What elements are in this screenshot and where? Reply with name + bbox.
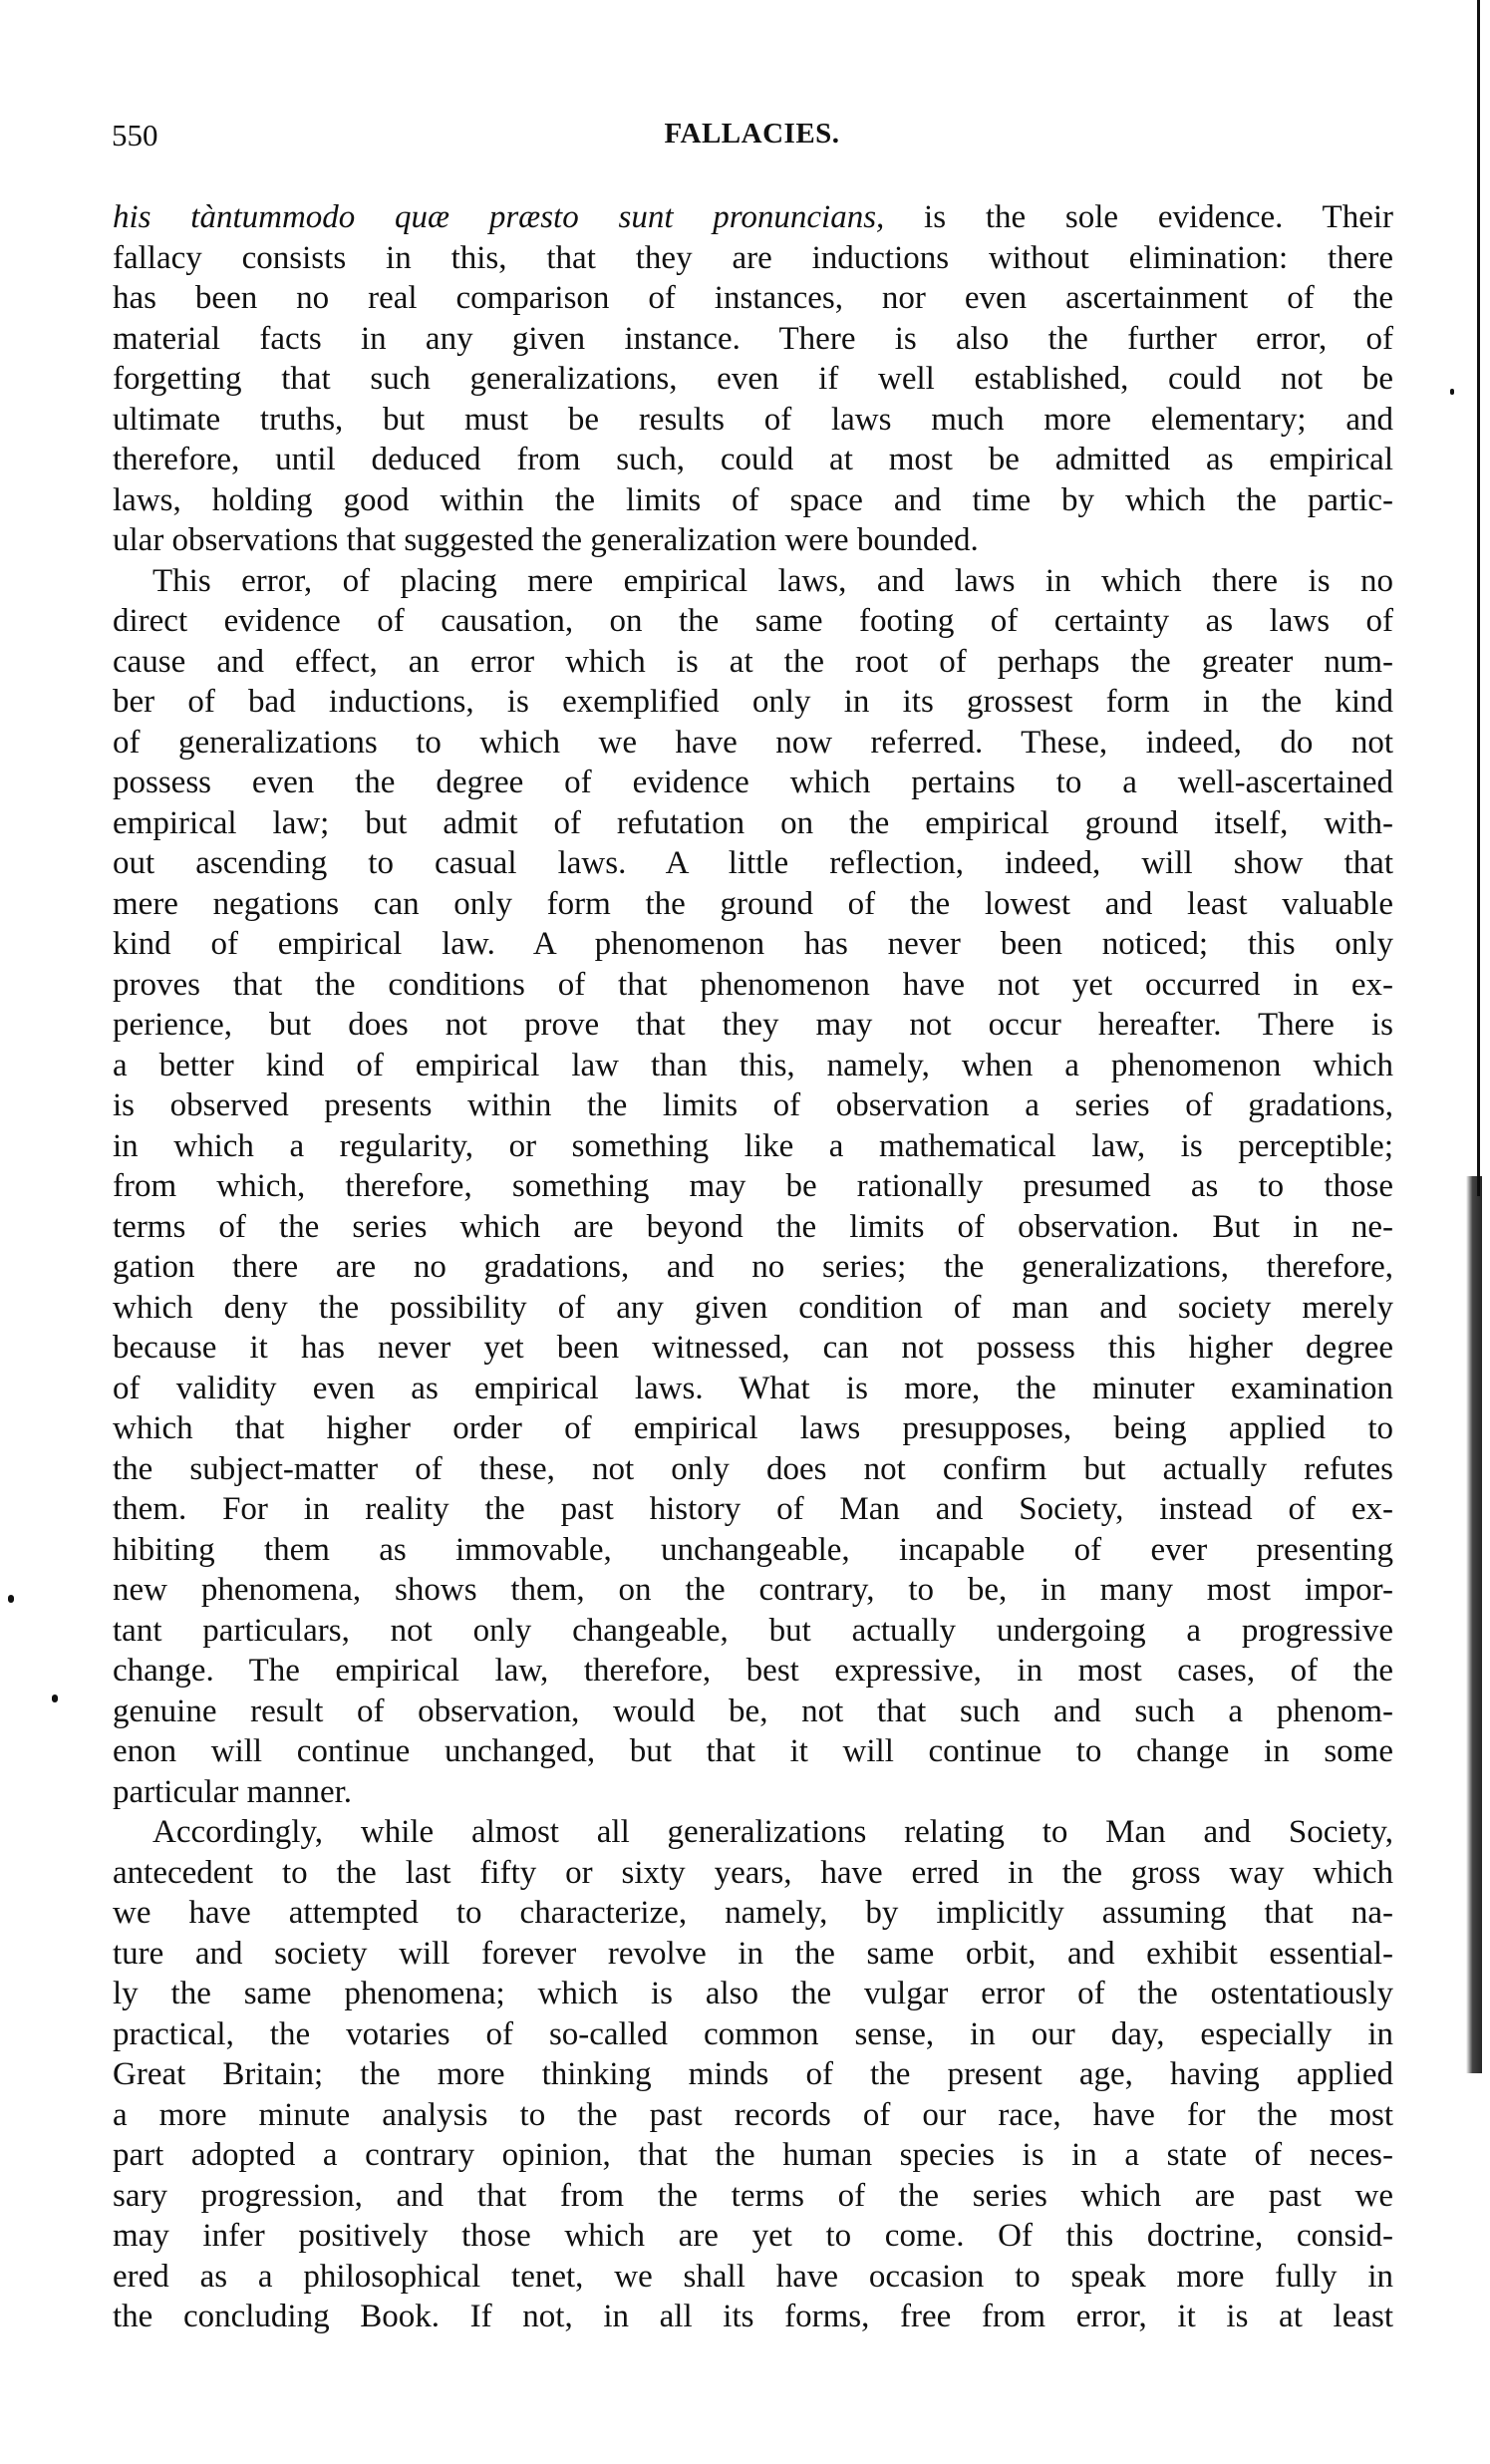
text-line [113, 2095, 1393, 2136]
text-line [113, 1692, 1393, 1732]
line-text: ture and society will forever revolve in the same orbit, and exhibit essential- [113, 1935, 1393, 1972]
text-line [113, 2176, 1393, 2217]
paragraph [113, 561, 1393, 1813]
line-text: ered as a philosophical tenet, we shall have occasion to speak more fully in [113, 2258, 1393, 2295]
line-text: enon will continue unchanged, but that it will continue to change in some [113, 1733, 1393, 1769]
text-line [113, 400, 1393, 441]
text-line [113, 2014, 1393, 2055]
text-line [113, 1893, 1393, 1934]
paragraph [113, 1812, 1393, 2337]
line-text: hibiting them as immovable, unchangeable, incapable of ever presenting [113, 1531, 1393, 1568]
text-line [113, 803, 1393, 844]
text-line [113, 1570, 1393, 1611]
page-header [112, 118, 1392, 157]
line-text: mere negations can only form the ground of the lowest and least valuable [113, 885, 1393, 922]
line-text: direct evidence of causation, on the same footing of certainty as laws of [113, 603, 1393, 639]
text-line [113, 1812, 1393, 1853]
text-line [113, 278, 1393, 319]
body-text [113, 197, 1393, 2337]
line-text: part adopted a contrary opinion, that the human species is in a state of neces- [113, 2137, 1393, 2173]
line-text: fallacy consists in this, that they are inductions without elimination: there [113, 239, 1393, 276]
line-text: which that higher order of empirical laws presupposes, being applied to [113, 1410, 1393, 1446]
line-text: of generalizations to which we have now referred. These, indeed, do not [113, 724, 1393, 761]
line-text: new phenomena, shows them, on the contrary, to be, in many most impor- [113, 1572, 1393, 1608]
text-line [113, 197, 1393, 238]
line-text: the concluding Book. If not, in all its forms, free from error, it is at least [113, 2299, 1393, 2334]
text-line [113, 2054, 1393, 2095]
line-text: the subject-matter of these, not only does not confirm but actually refutes [113, 1450, 1393, 1487]
line-text: antecedent to the last fifty or sixty years, have erred in the gross way which [113, 1854, 1393, 1891]
line-text: forgetting that such generalizations, even if well established, could not be [113, 361, 1393, 397]
text-line [113, 480, 1393, 521]
text-line [113, 319, 1393, 360]
line-text: ultimate truths, but must be results of laws much more elementary; and [113, 401, 1393, 438]
latin-quotation: his tàntummodo quæ præsto sunt pronuncians, [113, 199, 885, 235]
line-text: genuine result of observation, would be, not that such and such a phenom- [113, 1693, 1393, 1729]
text-line [113, 1328, 1393, 1369]
line-text: which deny the possibility of any given condition of man and society merely [113, 1289, 1393, 1326]
text-line [113, 1166, 1393, 1207]
text-line [113, 1853, 1393, 1894]
line-text: material facts in any given instance. There is also the further error, of [113, 320, 1393, 357]
text-line [113, 682, 1393, 723]
text-line [113, 561, 1393, 602]
line-text: proves that the conditions of that phenomenon have not yet occurred in ex- [113, 966, 1393, 1003]
line-text: has been no real comparison of instances, nor even ascertainment of the [113, 280, 1393, 316]
line-text: empirical law; but admit of refutation on the empirical ground itself, with- [113, 804, 1393, 841]
line-text: may infer positively those which are yet to come. Of this doctrine, consid- [113, 2218, 1393, 2254]
line-text: is the sole evidence. Their [884, 199, 1393, 235]
text-line [113, 1530, 1393, 1571]
text-line [113, 965, 1393, 1006]
line-text: a better kind of empirical law than this, namely, when a phenomenon which [113, 1047, 1393, 1083]
running-head: FALLACIES. [664, 118, 840, 150]
text-line [113, 1288, 1393, 1329]
text-line [113, 1611, 1393, 1652]
text-line [113, 642, 1393, 683]
text-line [113, 359, 1393, 400]
line-text: ber of bad inductions, is exemplified only in its grossest form in the kind [113, 684, 1393, 720]
line-text: ly the same phenomena; which is also the vulgar error of the ostentatiously [113, 1976, 1393, 2011]
paragraph [113, 197, 1393, 561]
line-text: laws, holding good within the limits of space and time by which the partic- [113, 481, 1393, 518]
line-text: practical, the votaries of so-called common sense, in our day, especially in [113, 2015, 1393, 2052]
line-text: possess even the degree of evidence which pertains to a well-ascertained [113, 765, 1393, 800]
text-line [113, 1489, 1393, 1530]
line-text: cause and effect, an error which is at the root of perhaps the greater num- [113, 643, 1393, 680]
text-line [113, 1449, 1393, 1490]
text-line [113, 2135, 1393, 2176]
line-text: gation there are no gradations, and no series; the generalizations, therefore, [113, 1249, 1393, 1285]
text-line [113, 1934, 1393, 1975]
line-text: perience, but does not prove that they may not occur hereafter. There is [113, 1007, 1393, 1043]
line-text: a more minute analysis to the past records of our race, have for the most [113, 2096, 1393, 2133]
line-text: out ascending to casual laws. A little reflection, indeed, will show that [113, 845, 1393, 881]
text-line [113, 1126, 1393, 1167]
margin-mark [8, 1595, 14, 1603]
line-text: kind of empirical law. A phenomenon has never been noticed; this only [113, 926, 1393, 962]
margin-mark [1450, 389, 1454, 395]
line-text: we have attempted to characterize, namely, by implicitly assuming that na- [113, 1895, 1393, 1931]
line-text: This error, of placing mere empirical laws, and laws in which there is no [152, 562, 1393, 599]
text-line [113, 1247, 1393, 1288]
text-line [113, 1046, 1393, 1086]
text-line [113, 2216, 1393, 2257]
line-text: in which a regularity, or something like a mathematical law, is perceptible; [113, 1127, 1393, 1164]
text-line [113, 440, 1393, 480]
line-text: change. The empirical law, therefore, best expressive, in most cases, of the [113, 1653, 1393, 1689]
text-line [113, 763, 1393, 803]
text-line [113, 601, 1393, 642]
text-line [113, 520, 1393, 561]
text-line [113, 2257, 1393, 2298]
text-line [113, 1408, 1393, 1449]
line-text: Great Britain; the more thinking minds of the present age, having applied [113, 2056, 1393, 2092]
text-line [113, 238, 1393, 279]
text-line [113, 1772, 1393, 1813]
text-line [113, 884, 1393, 925]
text-line [113, 2297, 1393, 2337]
text-line [113, 1207, 1393, 1248]
line-text: therefore, until deduced from such, could at most be admitted as empirical [113, 442, 1393, 477]
line-text: from which, therefore, something may be rationally presumed as to those [113, 1168, 1393, 1204]
line-text: particular manner. [113, 1773, 353, 1810]
page-edge-shadow [1477, 0, 1480, 1196]
line-text: sary progression, and that from the terms of the series which are past we [113, 2177, 1393, 2214]
line-text: them. For in reality the past history of Man and Society, instead of ex- [113, 1491, 1393, 1527]
text-line [113, 1731, 1393, 1772]
text-line [113, 723, 1393, 764]
line-text: tant particulars, not only changeable, but actually undergoing a progressive [113, 1612, 1393, 1649]
text-line [113, 1005, 1393, 1046]
line-text: because it has never yet been witnessed, can not possess this higher degree [113, 1330, 1393, 1366]
line-text: is observed presents within the limits of observation a series of gradations, [113, 1087, 1393, 1123]
text-line [113, 924, 1393, 965]
page-edge-shadow-dark [1466, 1176, 1482, 2073]
line-text: Accordingly, while almost all generalizations relating to Man and Society, [152, 1814, 1393, 1850]
text-line [113, 1085, 1393, 1126]
page-number: 550 [112, 118, 158, 153]
line-text: ular observations that suggested the generalization were bounded. [113, 522, 979, 558]
text-line [113, 1651, 1393, 1692]
text-line [113, 843, 1393, 884]
margin-mark [52, 1694, 58, 1702]
line-text: of validity even as empirical laws. What is more, the minuter examination [113, 1370, 1393, 1406]
text-line [113, 1369, 1393, 1409]
text-line [113, 1974, 1393, 2014]
line-text: terms of the series which are beyond the limits of observation. But in ne- [113, 1208, 1393, 1245]
